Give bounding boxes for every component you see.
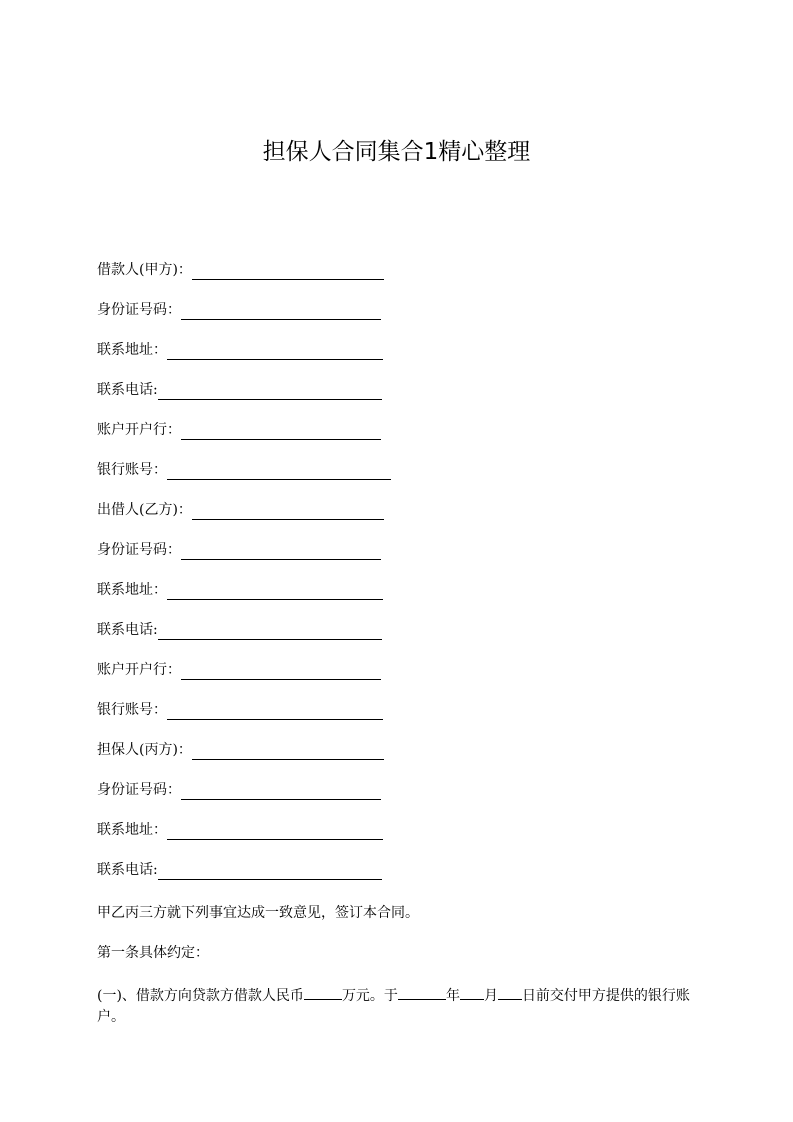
guarantor-phone-field xyxy=(97,858,382,880)
field-label: 身份证号码： xyxy=(97,302,181,318)
fill-line[interactable] xyxy=(167,581,383,600)
field-label: 联系电话: xyxy=(97,862,158,878)
lender-name-field xyxy=(97,498,384,520)
month-blank[interactable] xyxy=(460,984,484,1000)
fill-line[interactable] xyxy=(158,381,382,400)
clause-text: 月 xyxy=(483,988,498,1004)
fill-line[interactable] xyxy=(192,501,384,520)
fill-line[interactable] xyxy=(158,621,382,640)
fill-line[interactable] xyxy=(167,341,383,360)
guarantor-id-field xyxy=(97,778,381,800)
field-label: 联系地址： xyxy=(97,582,167,598)
agreement-sentence: 甲乙丙三方就下列事宜达成一致意见，签订本合同。 xyxy=(97,905,419,921)
lender-address-field xyxy=(97,578,383,600)
lender-id-field xyxy=(97,538,381,560)
clause-text: 万元。于 xyxy=(341,988,398,1004)
fill-line[interactable] xyxy=(181,421,381,440)
borrower-account-field xyxy=(97,458,391,480)
field-label: 借款人(甲方)： xyxy=(97,262,192,278)
borrower-phone-field xyxy=(97,378,382,400)
borrower-address-field xyxy=(97,338,383,360)
fill-line[interactable] xyxy=(181,541,381,560)
lender-phone-field xyxy=(97,618,382,640)
field-label: 担保人(丙方)： xyxy=(97,742,192,758)
borrower-name-field xyxy=(97,258,384,280)
field-label: 身份证号码： xyxy=(97,782,181,798)
fill-line[interactable] xyxy=(181,301,381,320)
borrower-id-field xyxy=(97,298,381,320)
field-label: 联系电话: xyxy=(97,382,158,398)
amount-blank[interactable] xyxy=(304,984,342,1000)
fill-line[interactable] xyxy=(181,781,381,800)
day-blank[interactable] xyxy=(498,984,522,1000)
year-blank[interactable] xyxy=(398,984,446,1000)
fill-line[interactable] xyxy=(181,661,381,680)
clause-text: 日前交付甲方提供的银行账户。 xyxy=(97,988,690,1025)
clause-text: 年 xyxy=(445,988,460,1004)
clause-1 xyxy=(97,984,707,1028)
lender-account-field xyxy=(97,698,383,720)
fill-line[interactable] xyxy=(167,821,383,840)
field-label: 账户开户行： xyxy=(97,662,181,678)
article-1-heading: 第一条具体约定： xyxy=(97,945,209,961)
fill-line[interactable] xyxy=(167,701,383,720)
lender-bank-field xyxy=(97,658,381,680)
page-title: 担保人合同集合1精心整理 xyxy=(262,139,531,165)
field-label: 银行账号： xyxy=(97,702,167,718)
guarantor-name-field xyxy=(97,738,384,760)
guarantor-address-field xyxy=(97,818,383,840)
clause-text: (一)、借款方向贷款方借款人民币 xyxy=(97,988,304,1004)
fill-line[interactable] xyxy=(158,861,382,880)
field-label: 出借人(乙方)： xyxy=(97,502,192,518)
borrower-bank-field xyxy=(97,418,381,440)
fill-line[interactable] xyxy=(167,461,391,480)
field-label: 联系地址： xyxy=(97,342,167,358)
field-label: 身份证号码： xyxy=(97,542,181,558)
field-label: 银行账号： xyxy=(97,462,167,478)
fill-line[interactable] xyxy=(192,741,384,760)
field-label: 账户开户行： xyxy=(97,422,181,438)
fill-line[interactable] xyxy=(192,261,384,280)
field-label: 联系电话: xyxy=(97,622,158,638)
field-label: 联系地址： xyxy=(97,822,167,838)
